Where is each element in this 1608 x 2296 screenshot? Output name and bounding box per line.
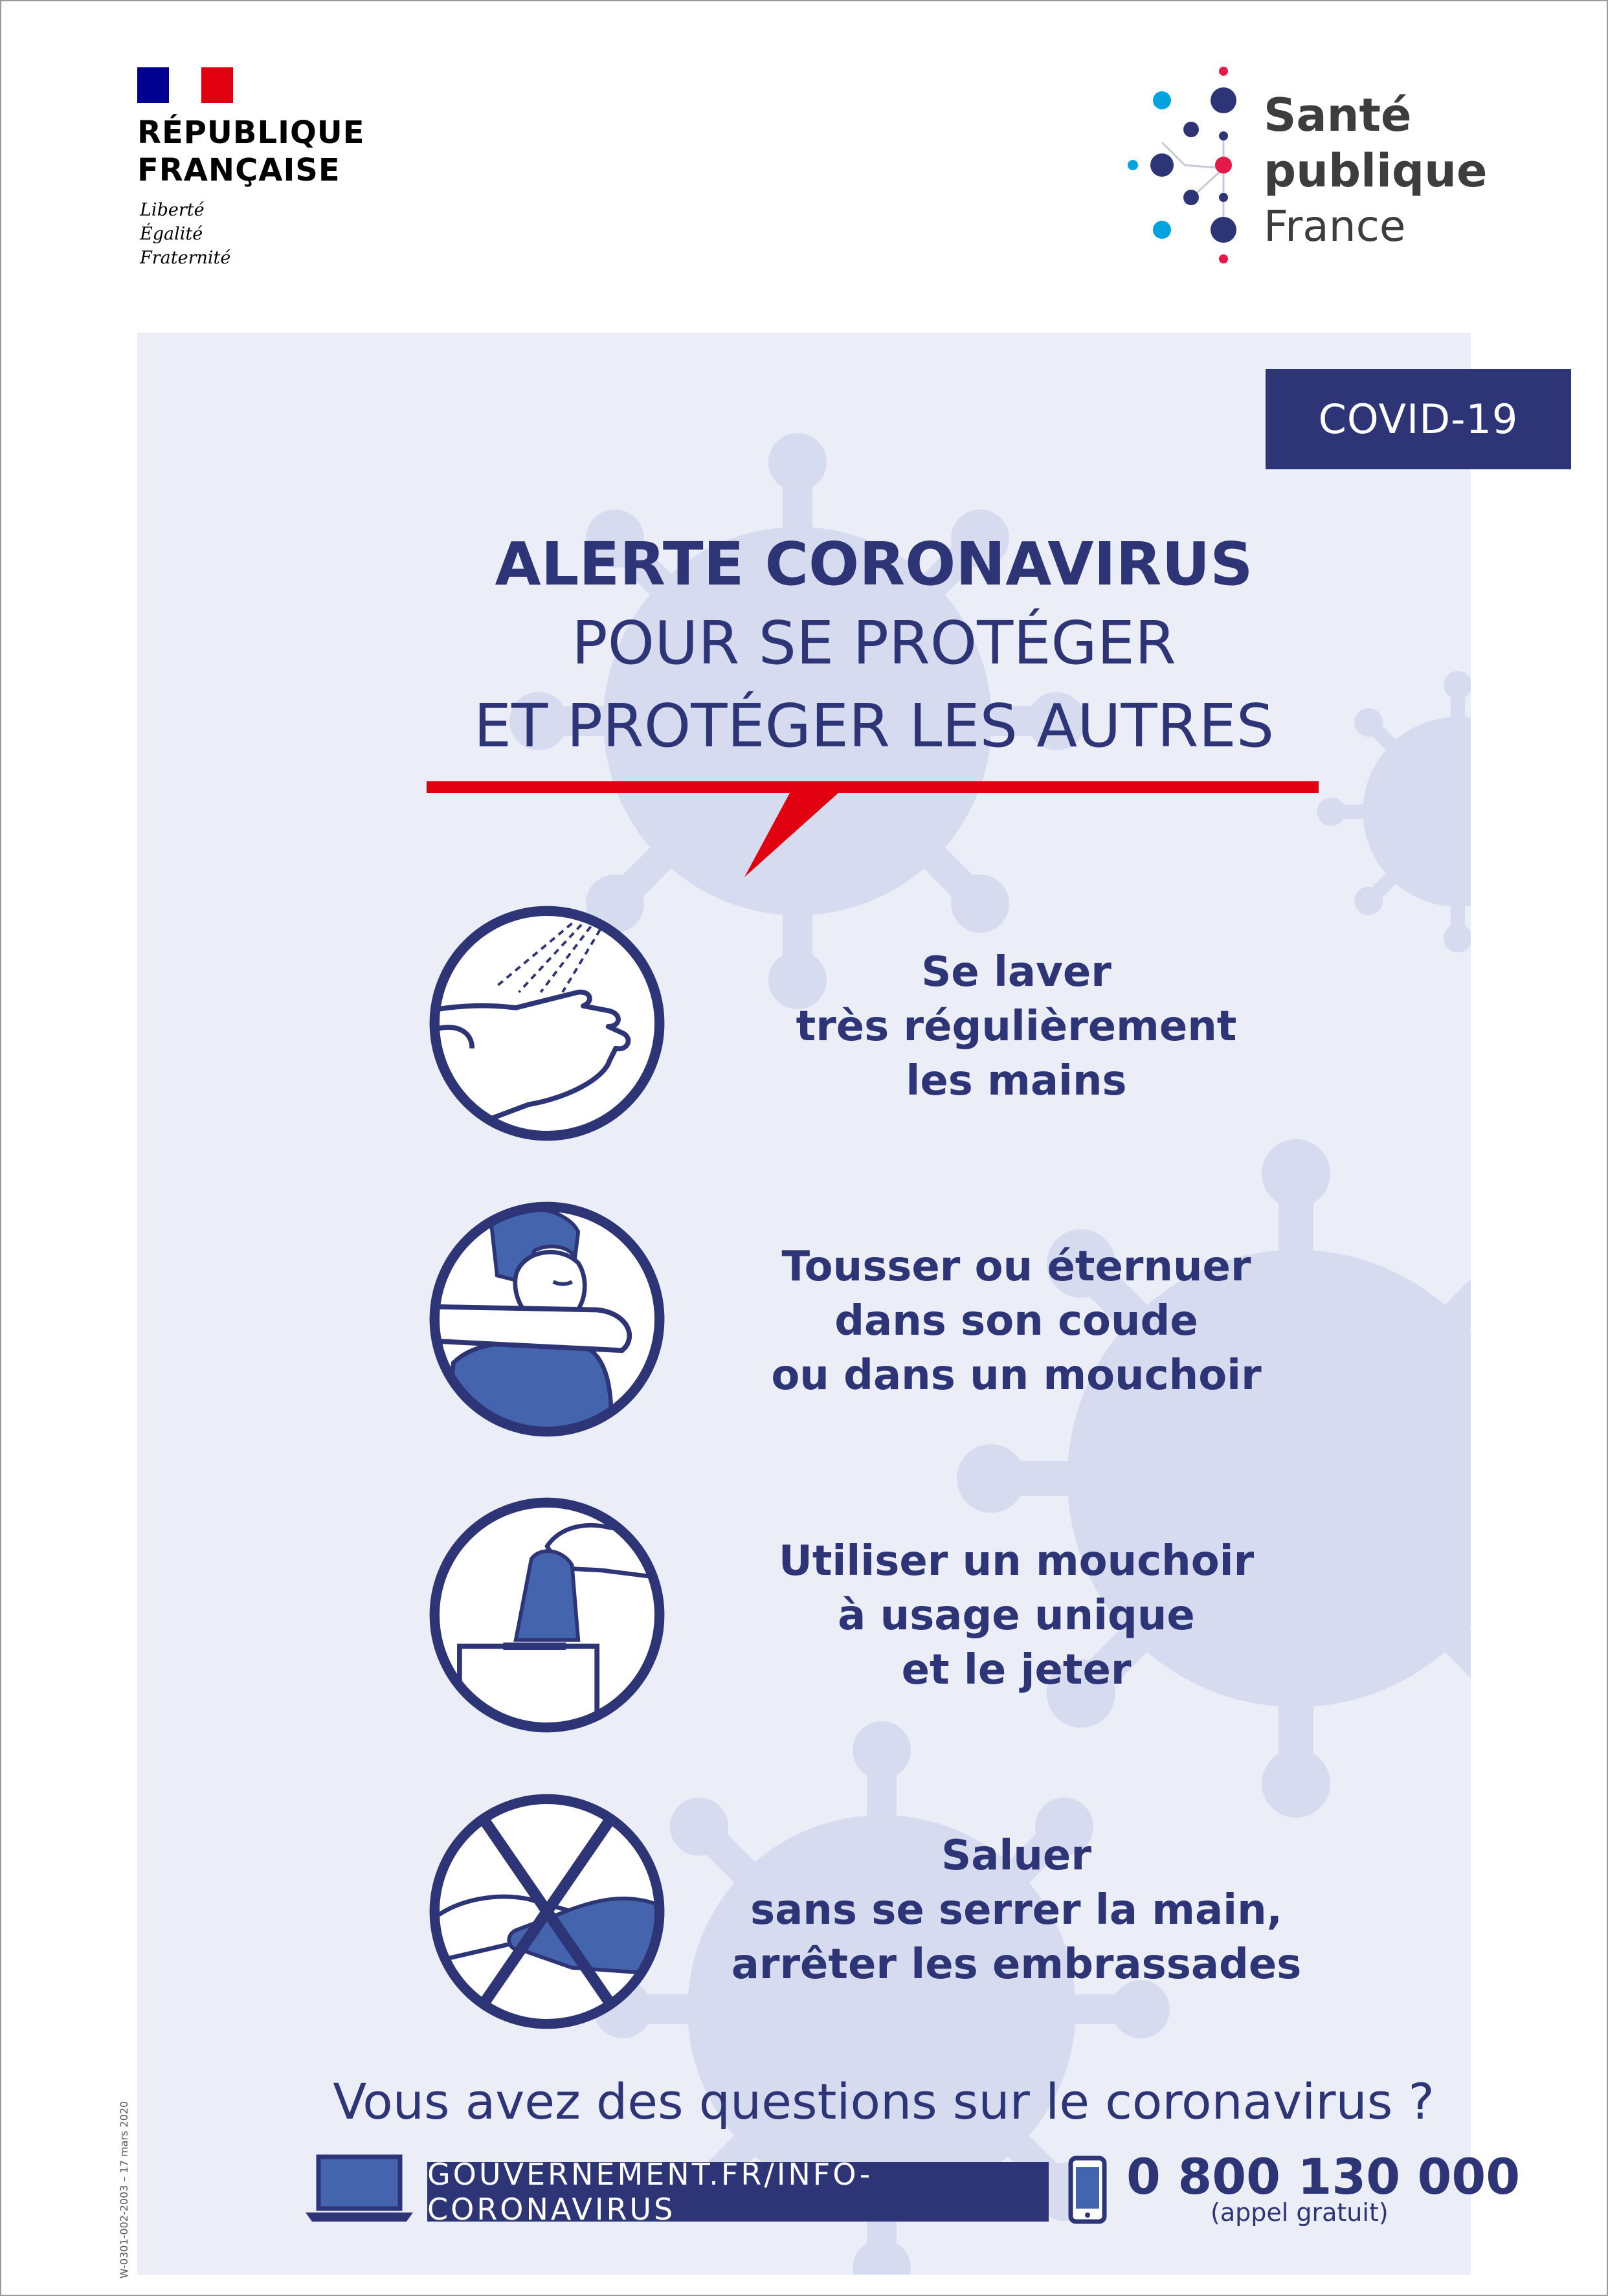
republique-motto: Liberté Égalité Fraternité [140, 200, 231, 268]
republique-name: RÉPUBLIQUE FRANÇAISE [137, 115, 365, 188]
advice-cough-elbow: Tousser ou éternuer dans son coude ou dans un mouchoir [771, 1243, 1262, 1399]
footer-question: Vous avez des questions sur le coronavirus ? [333, 2073, 1435, 2130]
covid-badge: COVID-19 [1266, 369, 1571, 469]
marianne-flag-icon [137, 67, 233, 103]
advice-hand-washing: Se laver très régulièrement les mains [796, 948, 1237, 1105]
sante-publique-france-wordmark: Santé publique France [1264, 89, 1488, 251]
no-handshake-icon [422, 1787, 672, 2036]
smartphone-icon [1068, 2156, 1107, 2224]
page-subtitle-line2: ET PROTÉGER LES AUTRES [473, 691, 1275, 761]
advice-no-handshake: Saluer sans se serrer la main, arrêter les embrassades [731, 1832, 1302, 1989]
cough-elbow-icon [422, 1194, 672, 1444]
hotline-note: (appel gratuit) [1211, 2198, 1389, 2227]
tissue-box-icon [422, 1490, 672, 1740]
hand-washing-icon [422, 898, 672, 1148]
hotline-number[interactable]: 0 800 130 000 [1126, 2148, 1521, 2205]
page-title: ALERTE CORONAVIRUS [495, 529, 1253, 599]
laptop-icon [304, 2153, 414, 2224]
speech-bubble-underline-icon [424, 774, 1324, 890]
page-subtitle-line1: POUR SE PROTÉGER [572, 608, 1176, 678]
document-reference: W-0301-002-2003 – 17 mars 2020 [118, 2101, 130, 2279]
advice-tissue: Utiliser un mouchoir à usage unique et le jeter [778, 1537, 1255, 1694]
info-website-link[interactable]: GOUVERNEMENT.FR/INFO-CORONAVIRUS [427, 2162, 1049, 2222]
